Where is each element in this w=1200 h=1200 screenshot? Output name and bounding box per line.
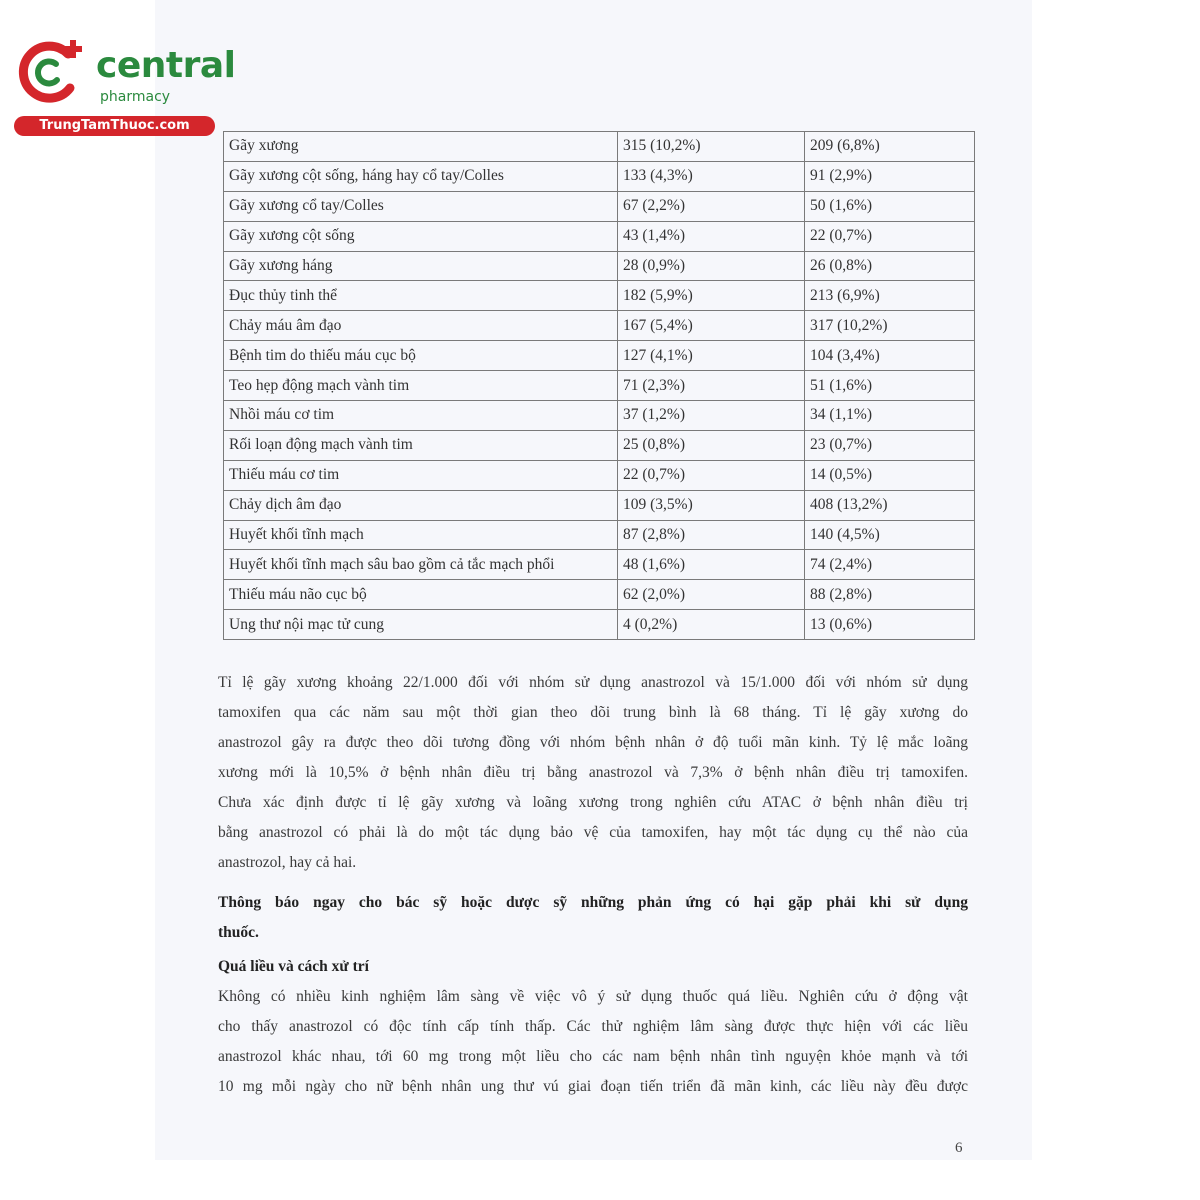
fracture-paragraph xyxy=(218,668,968,878)
table-row xyxy=(224,550,975,580)
anastrozol-count-cell: 182 (5,9%) xyxy=(618,281,805,311)
tamoxifen-count-cell: 22 (0,7%) xyxy=(805,221,975,251)
tamoxifen-count-cell: 26 (0,8%) xyxy=(805,251,975,281)
table-row xyxy=(224,490,975,520)
paragraph-line: xương mới là 10,5% ở bệnh nhân điều trị bằng anastrozol và 7,3% ở bệnh nhân điều trị tamoxifen. xyxy=(218,764,968,781)
table-row xyxy=(224,610,975,640)
event-name-cell: Chảy dịch âm đạo xyxy=(224,490,618,520)
brand-name: central xyxy=(96,45,236,86)
table-row xyxy=(224,580,975,610)
tamoxifen-count-cell: 13 (0,6%) xyxy=(805,610,975,640)
table-row xyxy=(224,221,975,251)
overdose-paragraph xyxy=(218,982,968,1102)
tamoxifen-count-cell: 50 (1,6%) xyxy=(805,191,975,221)
event-name-cell: Gãy xương cổ tay/Colles xyxy=(224,191,618,221)
tamoxifen-count-cell: 213 (6,9%) xyxy=(805,281,975,311)
tamoxifen-count-cell: 140 (4,5%) xyxy=(805,520,975,550)
paragraph-line: 10 mg mỗi ngày cho nữ bệnh nhân ung thư vú giai đoạn tiến triển đã mãn kinh, các liều này đều được xyxy=(218,1078,968,1095)
tamoxifen-count-cell: 23 (0,7%) xyxy=(805,430,975,460)
anastrozol-count-cell: 43 (1,4%) xyxy=(618,221,805,251)
notice-line: Thông báo ngay cho bác sỹ hoặc dược sỹ những phản ứng có hại gặp phải khi sử dụng xyxy=(218,894,968,911)
table-row xyxy=(224,251,975,281)
paragraph-line: tamoxifen qua các năm sau một thời gian theo dõi trung bình là 68 tháng. Tỉ lệ gãy xương do xyxy=(218,704,968,721)
event-name-cell: Gãy xương xyxy=(224,132,618,162)
anastrozol-count-cell: 22 (0,7%) xyxy=(618,460,805,490)
anastrozol-count-cell: 315 (10,2%) xyxy=(618,132,805,162)
paragraph-line: cho thấy anastrozol có độc tính cấp tính thấp. Các thử nghiệm lâm sàng được thực hiện với các liều xyxy=(218,1018,968,1035)
anastrozol-count-cell: 109 (3,5%) xyxy=(618,490,805,520)
event-name-cell: Huyết khối tĩnh mạch sâu bao gồm cả tắc mạch phổi xyxy=(224,550,618,580)
table-row xyxy=(224,191,975,221)
tamoxifen-count-cell: 408 (13,2%) xyxy=(805,490,975,520)
event-name-cell: Teo hẹp động mạch vành tim xyxy=(224,371,618,401)
event-name-cell: Thiếu máu não cục bộ xyxy=(224,580,618,610)
table-row xyxy=(224,401,975,431)
anastrozol-count-cell: 48 (1,6%) xyxy=(618,550,805,580)
brand-website[interactable]: TrungTamThuoc.com xyxy=(14,116,215,136)
table-row xyxy=(224,371,975,401)
anastrozol-count-cell: 127 (4,1%) xyxy=(618,341,805,371)
table-row xyxy=(224,341,975,371)
anastrozol-count-cell: 25 (0,8%) xyxy=(618,430,805,460)
event-name-cell: Bệnh tim do thiếu máu cục bộ xyxy=(224,341,618,371)
pharmacy-cross-icon xyxy=(10,36,90,106)
paragraph-line: bằng anastrozol có phải là do một tác dụng bảo vệ của tamoxifen, hay một tác dụng cụ thể nào của xyxy=(218,824,968,841)
anastrozol-count-cell: 71 (2,3%) xyxy=(618,371,805,401)
tamoxifen-count-cell: 104 (3,4%) xyxy=(805,341,975,371)
paragraph-line: anastrozol gây ra được theo dõi tương đồng với nhóm bệnh nhân ở độ tuổi mãn kinh. Tỷ lệ mắc loãng xyxy=(218,734,968,751)
tamoxifen-count-cell: 51 (1,6%) xyxy=(805,371,975,401)
paragraph-line: Chưa xác định được tỉ lệ gãy xương và loãng xương trong nghiên cứu ATAC ở bệnh nhân điều trị xyxy=(218,794,968,811)
anastrozol-count-cell: 167 (5,4%) xyxy=(618,311,805,341)
overdose-heading xyxy=(218,952,968,982)
anastrozol-count-cell: 62 (2,0%) xyxy=(618,580,805,610)
event-name-cell: Nhồi máu cơ tim xyxy=(224,401,618,431)
table-row xyxy=(224,460,975,490)
page-number: 6 xyxy=(955,1140,963,1156)
paragraph-line: Không có nhiều kinh nghiệm lâm sàng về việc vô ý sử dụng thuốc quá liều. Nghiên cứu ở động vật xyxy=(218,988,968,1005)
table-row xyxy=(224,132,975,162)
adverse-reaction-notice xyxy=(218,888,968,948)
anastrozol-count-cell: 67 (2,2%) xyxy=(618,191,805,221)
table-body xyxy=(224,132,975,640)
table-row xyxy=(224,520,975,550)
tamoxifen-count-cell: 74 (2,4%) xyxy=(805,550,975,580)
anastrozol-count-cell: 4 (0,2%) xyxy=(618,610,805,640)
central-pharmacy-logo[interactable] xyxy=(10,36,236,136)
tamoxifen-count-cell: 91 (2,9%) xyxy=(805,161,975,191)
event-name-cell: Chảy máu âm đạo xyxy=(224,311,618,341)
table-row xyxy=(224,281,975,311)
event-name-cell: Ung thư nội mạc tử cung xyxy=(224,610,618,640)
event-name-cell: Gãy xương cột sống, háng hay cổ tay/Colles xyxy=(224,161,618,191)
adverse-events-table xyxy=(223,131,975,640)
table-row xyxy=(224,430,975,460)
tamoxifen-count-cell: 209 (6,8%) xyxy=(805,132,975,162)
anastrozol-count-cell: 37 (1,2%) xyxy=(618,401,805,431)
paragraph-line: Tỉ lệ gãy xương khoảng 22/1.000 đối với nhóm sử dụng anastrozol và 15/1.000 đối với nhóm sử dụng xyxy=(218,674,968,691)
anastrozol-count-cell: 133 (4,3%) xyxy=(618,161,805,191)
tamoxifen-count-cell: 14 (0,5%) xyxy=(805,460,975,490)
event-name-cell: Huyết khối tĩnh mạch xyxy=(224,520,618,550)
table-row xyxy=(224,161,975,191)
event-name-cell: Rối loạn động mạch vành tim xyxy=(224,430,618,460)
brand-subtitle: pharmacy xyxy=(100,89,171,105)
tamoxifen-count-cell: 317 (10,2%) xyxy=(805,311,975,341)
section-heading: Quá liều và cách xử trí xyxy=(218,958,369,975)
table-row xyxy=(224,311,975,341)
event-name-cell: Thiếu máu cơ tim xyxy=(224,460,618,490)
paragraph-line: anastrozol khác nhau, tới 60 mg trong một liều cho các nam bệnh nhân tình nguyện khỏe mạnh và tới xyxy=(218,1048,968,1065)
paragraph-line: anastrozol, hay cả hai. xyxy=(218,854,357,871)
anastrozol-count-cell: 87 (2,8%) xyxy=(618,520,805,550)
event-name-cell: Gãy xương háng xyxy=(224,251,618,281)
notice-line: thuốc. xyxy=(218,924,259,941)
anastrozol-count-cell: 28 (0,9%) xyxy=(618,251,805,281)
event-name-cell: Gãy xương cột sống xyxy=(224,221,618,251)
event-name-cell: Đục thủy tinh thể xyxy=(224,281,618,311)
tamoxifen-count-cell: 88 (2,8%) xyxy=(805,580,975,610)
tamoxifen-count-cell: 34 (1,1%) xyxy=(805,401,975,431)
